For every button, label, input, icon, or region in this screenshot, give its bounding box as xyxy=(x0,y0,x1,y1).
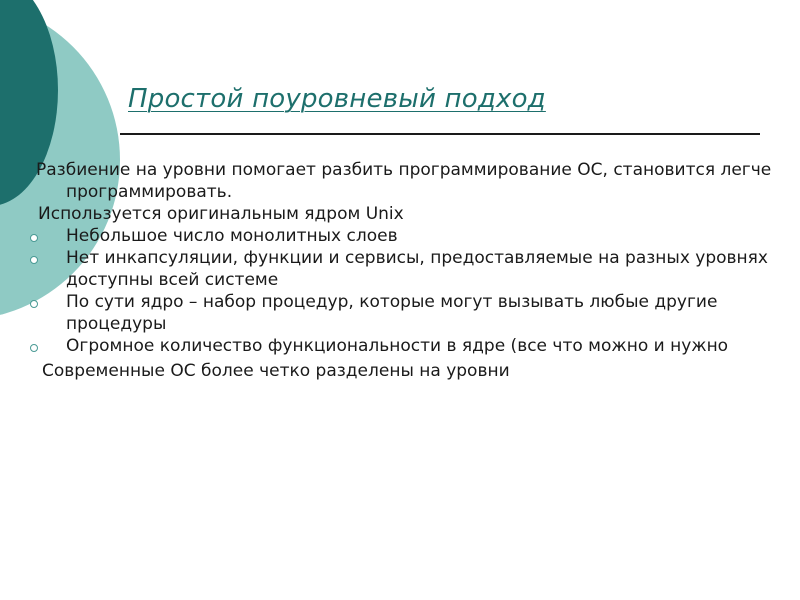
intro-paragraph-1: Разбиение на уровни помогает разбить программирование ОС, становится легче программировать. xyxy=(36,160,772,202)
title-divider xyxy=(120,133,760,135)
hollow-circle-icon xyxy=(30,234,38,242)
intro-paragraph-2: Используется оригинальным ядром Unix xyxy=(38,204,404,224)
list-item xyxy=(28,335,788,357)
hollow-circle-icon xyxy=(30,344,38,352)
list-item xyxy=(28,247,788,291)
list-item-text: Огромное количество функциональности в ядре (все что можно и нужно xyxy=(66,336,729,356)
slide-body xyxy=(28,159,788,382)
hollow-circle-icon xyxy=(30,256,38,264)
slide-title: Простой поуровневый подход xyxy=(128,84,546,114)
list-item-text: По сути ядро – набор процедур, которые могут вызывать любые другие процедуры xyxy=(66,292,718,334)
list-item-text: Небольшое число монолитных слоев xyxy=(66,226,398,246)
list-item xyxy=(28,291,788,335)
list-item xyxy=(28,225,788,247)
hollow-circle-icon xyxy=(30,300,38,308)
list-item-text: Нет инкапсуляции, функции и сервисы, предоставляемые на разных уровнях доступны всей системе xyxy=(66,248,768,290)
closing-paragraph: Современные ОС более четко разделены на уровни xyxy=(42,361,510,381)
